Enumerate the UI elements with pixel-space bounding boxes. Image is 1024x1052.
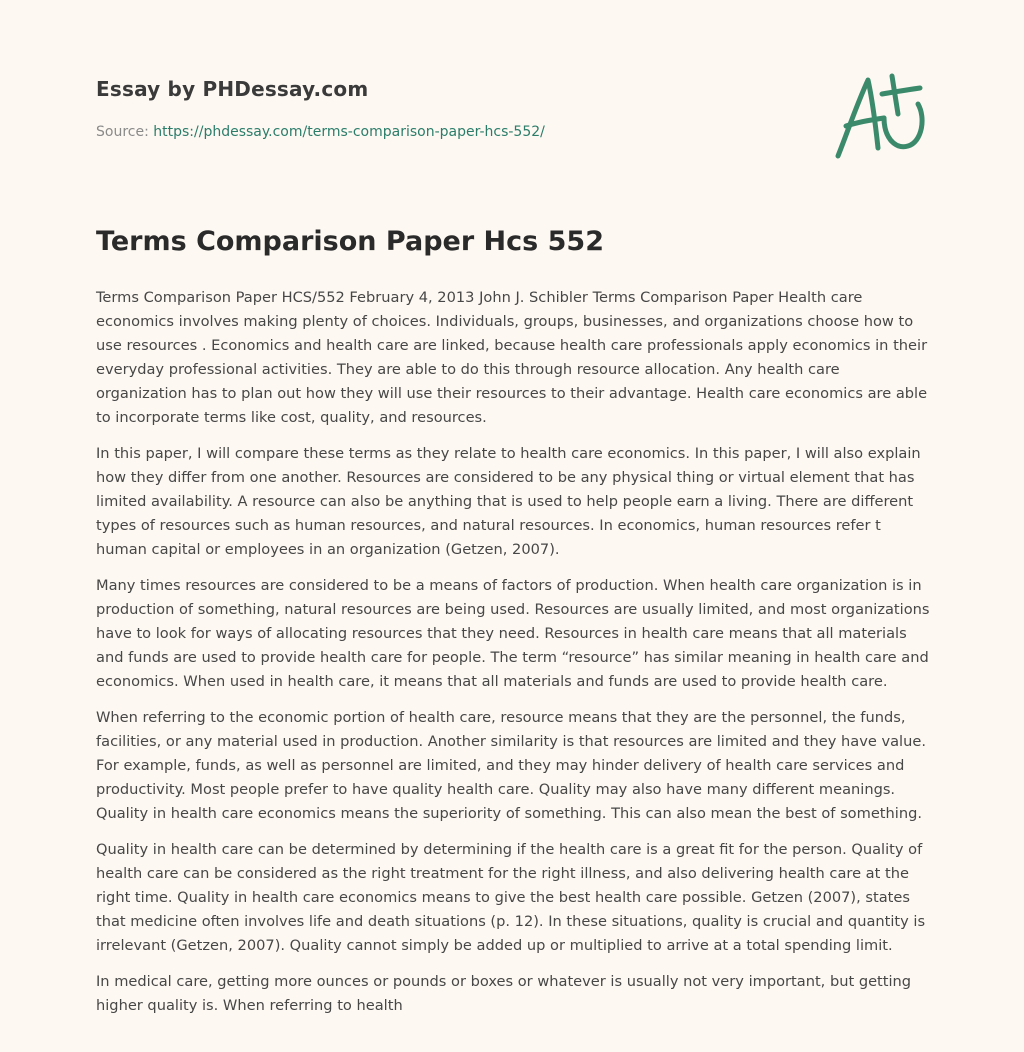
- article-paragraph: In this paper, I will compare these terms as they relate to health care economics. In this paper, I will also explain how they differ from one another. Resources are considered to be any physical thing or virtual element that has limited availability. A resource can also be anything that is used to help people earn a living. There are different types of resources such as human resources, and natural resources. In economics, human resources refer t human capital or employees in an organization (Getzen, 2007).: [96, 445, 921, 558]
- article-title: Terms Comparison Paper Hcs 552: [96, 226, 604, 257]
- article-paragraph: When referring to the economic portion of health care, resource means that they are the personnel, the funds, facilities, or any material used in production. Another similarity is that resources are limited and they have value. For example, funds, as well as personnel are limited, and they may hinder delivery of health care services and productivity. Most people prefer to have quality health care. Quality may also have many different meanings. Quality in health care economics means the superiority of something. This can also mean the best of something.: [96, 709, 926, 822]
- article-body: [96, 286, 932, 1030]
- page-header: [96, 0, 932, 200]
- article-paragraph: Quality in health care can be determined by determining if the health care is a great fit for the person. Quality of health care can be considered as the right treatment for the right illness, and also delivering health care at the right time. Quality in health care economics means to give the best health care possible. Getzen (2007), states that medicine often involves life and death situations (p. 12). In these situations, quality is crucial and quantity is irrelevant (Getzen, 2007). Quality cannot simply be added up or multiplied to arrive at a total spending limit.: [96, 841, 926, 954]
- article-paragraph: In medical care, getting more ounces or pounds or boxes or whatever is usually not very important, but getting higher quality is. When referring to health: [96, 973, 912, 1014]
- article-paragraph: Many times resources are considered to be a means of factors of production. When health care organization is in production of something, natural resources are being used. Resources are usually limited, and most organizations have to look for ways of allocating resources that they need. Resources in health care means that all materials and funds are used to provide health care for people. The term “resource” has similar meaning in health care and economics. When used in health care, it means that all materials and funds are used to provide health care.: [96, 577, 930, 690]
- source-link[interactable]: https://phdessay.com/terms-comparison-paper-hcs-552/: [153, 124, 545, 140]
- a-plus-logo-icon: [828, 66, 932, 166]
- site-brand: Essay by PHDessay.com: [96, 77, 369, 101]
- source-label: Source:: [96, 124, 149, 140]
- essay-page: [96, 0, 932, 1014]
- article-paragraph: Terms Comparison Paper HCS/552 February 4, 2013 John J. Schibler Terms Comparison Paper Health care economics involves making plenty of choices. Individuals, groups, businesses, and organizations choose how to use resources . Economics and health care are linked, because health care professionals apply economics in their everyday professional activities. They are able to do this through resource allocation. Any health care organization has to plan out how they will use their resources to their advantage. Health care economics are able to incorporate terms like cost, quality, and resources.: [96, 289, 928, 426]
- source-line: [96, 124, 545, 140]
